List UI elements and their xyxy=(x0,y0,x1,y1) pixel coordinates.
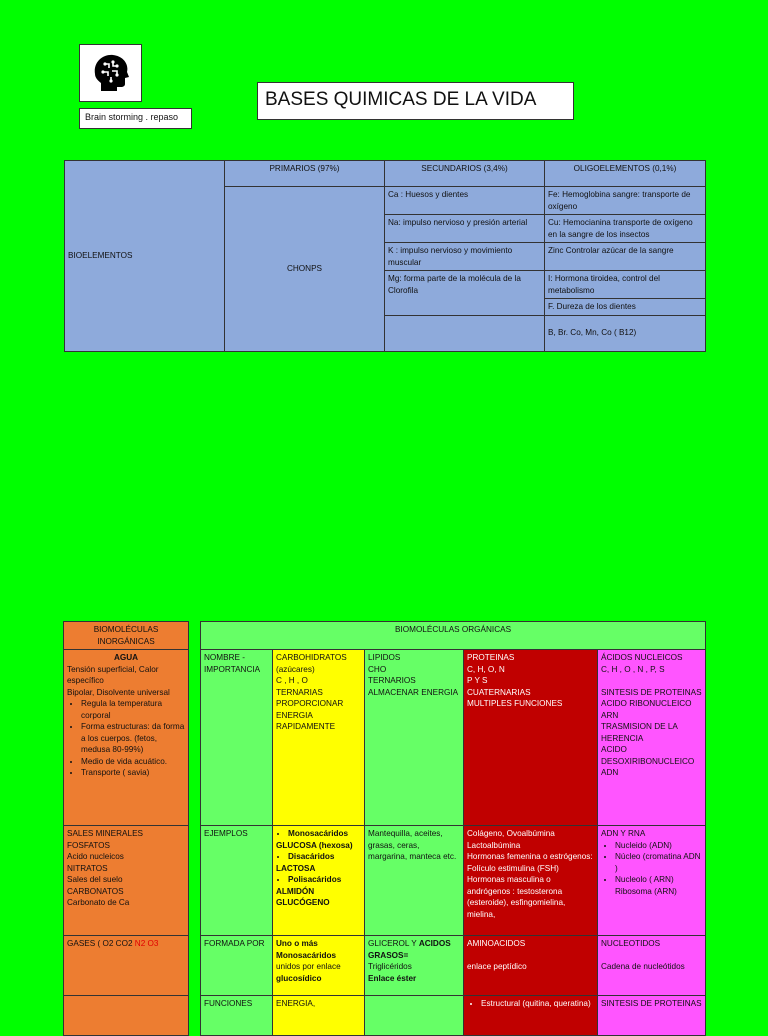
sales-cell: SALES MINERALES FOSFATOS Acido nucleicos NITRATOS Sales del suelo CARBONATOS Carbonato de Ca xyxy=(64,826,189,936)
biomoleculas-table xyxy=(63,621,706,1036)
secundario-item: Na: impulso nervioso y presión arterial xyxy=(385,215,545,243)
proteinas-formada: AMINOACIDOS enlace peptídico xyxy=(464,936,598,996)
row-label-nombre: NOMBRE - IMPORTANCIA xyxy=(201,650,273,826)
secundario-item: Ca : Huesos y dientes xyxy=(385,187,545,215)
oligo-item: Cu: Hemocianina transporte de oxígeno en la sangre de los insectos xyxy=(545,215,706,243)
proteinas-ejemplos: Colágeno, Ovoalbúmina Lactoalbúmina Hormonas femenina o estrógenos: Folículo estimulina (FSH) Hormonas masculina o andrógenos : testosterona (esteroide), esfingomielina, mielina, xyxy=(464,826,598,936)
agua-title: AGUA xyxy=(113,653,139,662)
header-secundarios: SECUNDARIOS (3,4%) xyxy=(385,161,545,187)
secundario-item: K : impulso nervioso y movimiento muscular xyxy=(385,243,545,271)
oligo-item: F. Dureza de los dientes xyxy=(545,299,706,316)
agua-bullet: • Medio de vida acuático. xyxy=(81,756,185,768)
lipidos-formada: GLICEROL Y ACIDOS GRASOS= Triglicéridos Enlace éster xyxy=(365,936,464,996)
agua-line: Tensión superficial, Calor específico xyxy=(67,664,159,685)
header-oligoelementos: OLIGOELEMENTOS (0,1%) xyxy=(545,161,706,187)
caption-box: Brain storming . repaso xyxy=(79,108,192,129)
header-primarios: PRIMARIOS (97%) xyxy=(225,161,385,187)
primarios-value: CHONPS xyxy=(225,187,385,352)
lipidos-nombre: LIPIDOS CHO TERNARIOS ALMACENAR ENERGIA xyxy=(365,650,464,826)
gases-cell: GASES ( O2 CO2 N2 O3 xyxy=(64,936,189,996)
agua-bullet: • Forma estructuras: da forma a los cuerpos. (fetos, medusa 80-99%) xyxy=(81,721,185,756)
inorganic-header: BIOMOLÉCULAS INORGÁNICAS xyxy=(64,622,189,650)
nucleicos-formada: NUCLEOTIDOS Cadena de nucleótidos xyxy=(598,936,706,996)
carbohidratos-ejemplos: • Monosacáridos GLUCOSA (hexosa) • Disacáridos LACTOSA • Polisacáridos ALMIDÓN GLUCÓGENO xyxy=(273,826,365,936)
nucleicos-ejemplos: ADN Y RNA • Nucleido (ADN) • Núcleo (cromatina ADN ) • Nucleolo ( ARN) Ribosoma (ARN) xyxy=(598,826,706,936)
agua-line: Bipolar, Disolvente universal xyxy=(67,687,170,697)
agua-bullet: • Transporte ( savia) xyxy=(81,767,185,779)
proteinas-nombre: PROTEINAS C, H, O, N P Y S CUATERNARIAS MULTIPLES FUNCIONES xyxy=(464,650,598,826)
secundario-item: Mg: forma parte de la molécula de la Clorofila xyxy=(385,271,545,316)
row-label-ejemplos: EJEMPLOS xyxy=(201,826,273,936)
brain-head-icon xyxy=(89,52,133,92)
carbohidratos-formada: Uno o más Monosacáridos unidos por enlace glucosídico xyxy=(273,936,365,996)
bioelementos-label: BIOELEMENTOS xyxy=(65,161,225,352)
organic-header: BIOMOLÉCULAS ORGÁNICAS xyxy=(201,622,706,650)
bioelementos-table xyxy=(64,160,706,352)
row-label-funciones: FUNCIONES xyxy=(201,996,273,1036)
oligo-item: Zinc Controlar azúcar de la sangre xyxy=(545,243,706,271)
oligo-item: I: Hormona tiroidea, control del metabolismo xyxy=(545,271,706,299)
oligo-item: B, Br. Co, Mn, Co ( B12) xyxy=(545,315,706,351)
agua-cell xyxy=(64,650,189,826)
carbohidratos-nombre: CARBOHIDRATOS (azúcares) C , H , O TERNARIAS PROPORCIONAR ENERGIA RAPIDAMENTE xyxy=(273,650,365,826)
brain-logo xyxy=(79,44,142,102)
proteinas-funciones: • Estructural (quitina, queratina) xyxy=(464,996,598,1036)
nucleicos-nombre: ÁCIDOS NUCLEICOS C, H , O , N , P, S SINTESIS DE PROTEINAS ACIDO RIBONUCLEICO ARN TRASMISION DE LA HERENCIA ACIDO DESOXIRIBONUCLEICO ADN xyxy=(598,650,706,826)
agua-bullet: • Regula la temperatura corporal xyxy=(81,698,185,721)
lipidos-ejemplos: Mantequilla, aceites, grasas, ceras, margarina, manteca etc. xyxy=(365,826,464,936)
oligo-item: Fe: Hemoglobina sangre: transporte de oxígeno xyxy=(545,187,706,215)
page-title: BASES QUIMICAS DE LA VIDA xyxy=(257,82,574,120)
secundario-item xyxy=(385,315,545,351)
nucleicos-funciones: SINTESIS DE PROTEINAS xyxy=(598,996,706,1036)
carbohidratos-funciones: ENERGIA, xyxy=(273,996,365,1036)
row-label-formada: FORMADA POR xyxy=(201,936,273,996)
